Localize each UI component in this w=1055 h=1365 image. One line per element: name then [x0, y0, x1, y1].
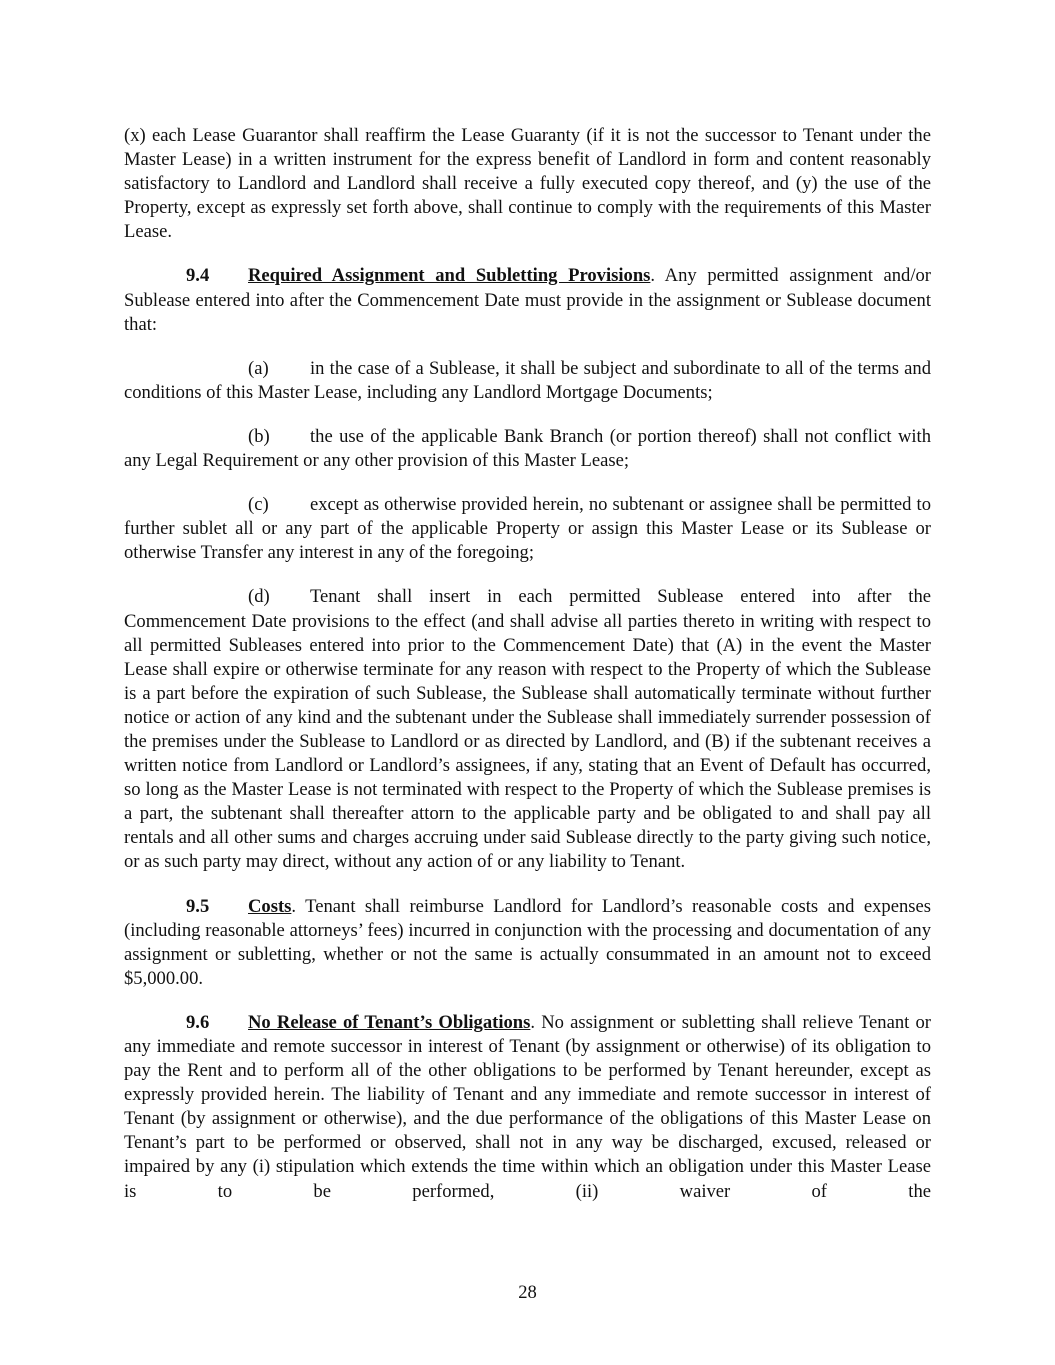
subsection-text: in the case of a Sublease, it shall be subject and subordinate to all of the terms and conditions of this Master Lease, including any Landlord Mortgage Documents; — [124, 357, 931, 403]
subsection-d — [124, 585, 931, 874]
subsection-text: Tenant shall insert in each permitted Sublease entered into after the Commencement Date provisions to the effect (and shall advise all parties thereto in writing with respect to all permitted Subleases entered into prior to the Commencement Date) that (A) in the event the Master Lease shall expire or otherwise terminate for any reason with respect to the Property of which the Sublease is a part before the expiration of such Sublease, the Sublease shall automatically terminate without further notice or action of any kind and the subtenant under the Sublease shall immediately surrender possession of the premises under the Sublease to Landlord or as directed by Landlord, and (B) if the subtenant receives a written notice from Landlord or Landlord’s assignees, if any, stating that an Event of Default has occurred, so long as the Master Lease is not terminated with respect to the Property of which the Sublease premises is a part, the subtenant shall thereafter attorn to the applicable party and be obligated to and shall pay all rentals and all other sums and charges accruing under said Sublease directly to the party giving such notice, or as such party may direct, without any action of or any liability to Tenant. — [124, 586, 931, 873]
section-heading: Required Assignment and Subletting Provisions — [248, 265, 651, 287]
continued-paragraph: (x) each Lease Guarantor shall reaffirm the Lease Guaranty (if it is not the successor to Tenant under the Master Lease) in a written instrument for the express benefit of Landlord in form and content reasonably satisfactory to Landlord and Landlord shall receive a fully executed copy thereof, and (y) the use of the Property, except as expressly set forth above, shall continue to comply with the requirements of this Master Lease. — [124, 125, 931, 243]
subsection-label: (c) — [248, 494, 269, 516]
section-9-6 — [124, 1011, 931, 1204]
section-text: Tenant shall reimburse Landlord for Landlord’s reasonable costs and expenses (including reasonable attorneys’ fees) incurred in conjunction with the processing and documentation of any assignment or subletting, whether or not the same is actually consummated in an amount not to exceed $5,000.00. — [124, 895, 931, 989]
subsection-label: (a) — [248, 357, 269, 379]
page-number: 28 — [518, 1282, 537, 1303]
document-body — [124, 124, 931, 1204]
section-text: No assignment or subletting shall relieve Tenant or any immediate and remote successor in interest of Tenant (by assignment or otherwise) of its obligation to pay the Rent and to perform all of the other obligations to be performed by Tenant hereunder, except as expressly provided herein. The liability of Tenant and any immediate and remote successor in interest of Tenant (by assignment or otherwise), and the due performance of the obligations of this Master Lease on Tenant’s part to be performed or observed, shall not in any way be discharged, excused, released or impaired by any (i) stipulation which extends the time within which an obligation under this Master Lease is to be performed, (ii) waiver of the — [124, 1011, 931, 1202]
subsection-a — [124, 357, 931, 405]
subsection-b — [124, 425, 931, 473]
subsection-label: (b) — [248, 425, 270, 447]
heading-period: . — [650, 265, 656, 287]
subsection-label: (d) — [248, 586, 270, 608]
section-number: 9.6 — [186, 1011, 210, 1033]
section-9-5 — [124, 895, 931, 991]
section-heading: Costs — [248, 895, 292, 917]
section-number: 9.4 — [186, 265, 210, 287]
section-heading: No Release of Tenant’s Obligations — [248, 1011, 531, 1033]
heading-period: . — [291, 895, 297, 917]
section-text: Any permitted assignment and/or Sublease entered into after the Commencement Date must provide in the assignment or Sublease document that: — [124, 265, 931, 335]
subsection-text: the use of the applicable Bank Branch (or portion thereof) shall not conflict with any Legal Requirement or any other provision of this Master Lease; — [124, 425, 931, 472]
subsection-text: except as otherwise provided herein, no subtenant or assignee shall be permitted to further sublet all or any part of the applicable Property or assign this Master Lease or its Sublease or otherwise Transfer any interest in any of the foregoing; — [124, 494, 931, 564]
subsection-c — [124, 493, 931, 565]
heading-period: . — [530, 1011, 536, 1033]
section-9-4 — [124, 264, 931, 336]
section-number: 9.5 — [186, 895, 210, 917]
